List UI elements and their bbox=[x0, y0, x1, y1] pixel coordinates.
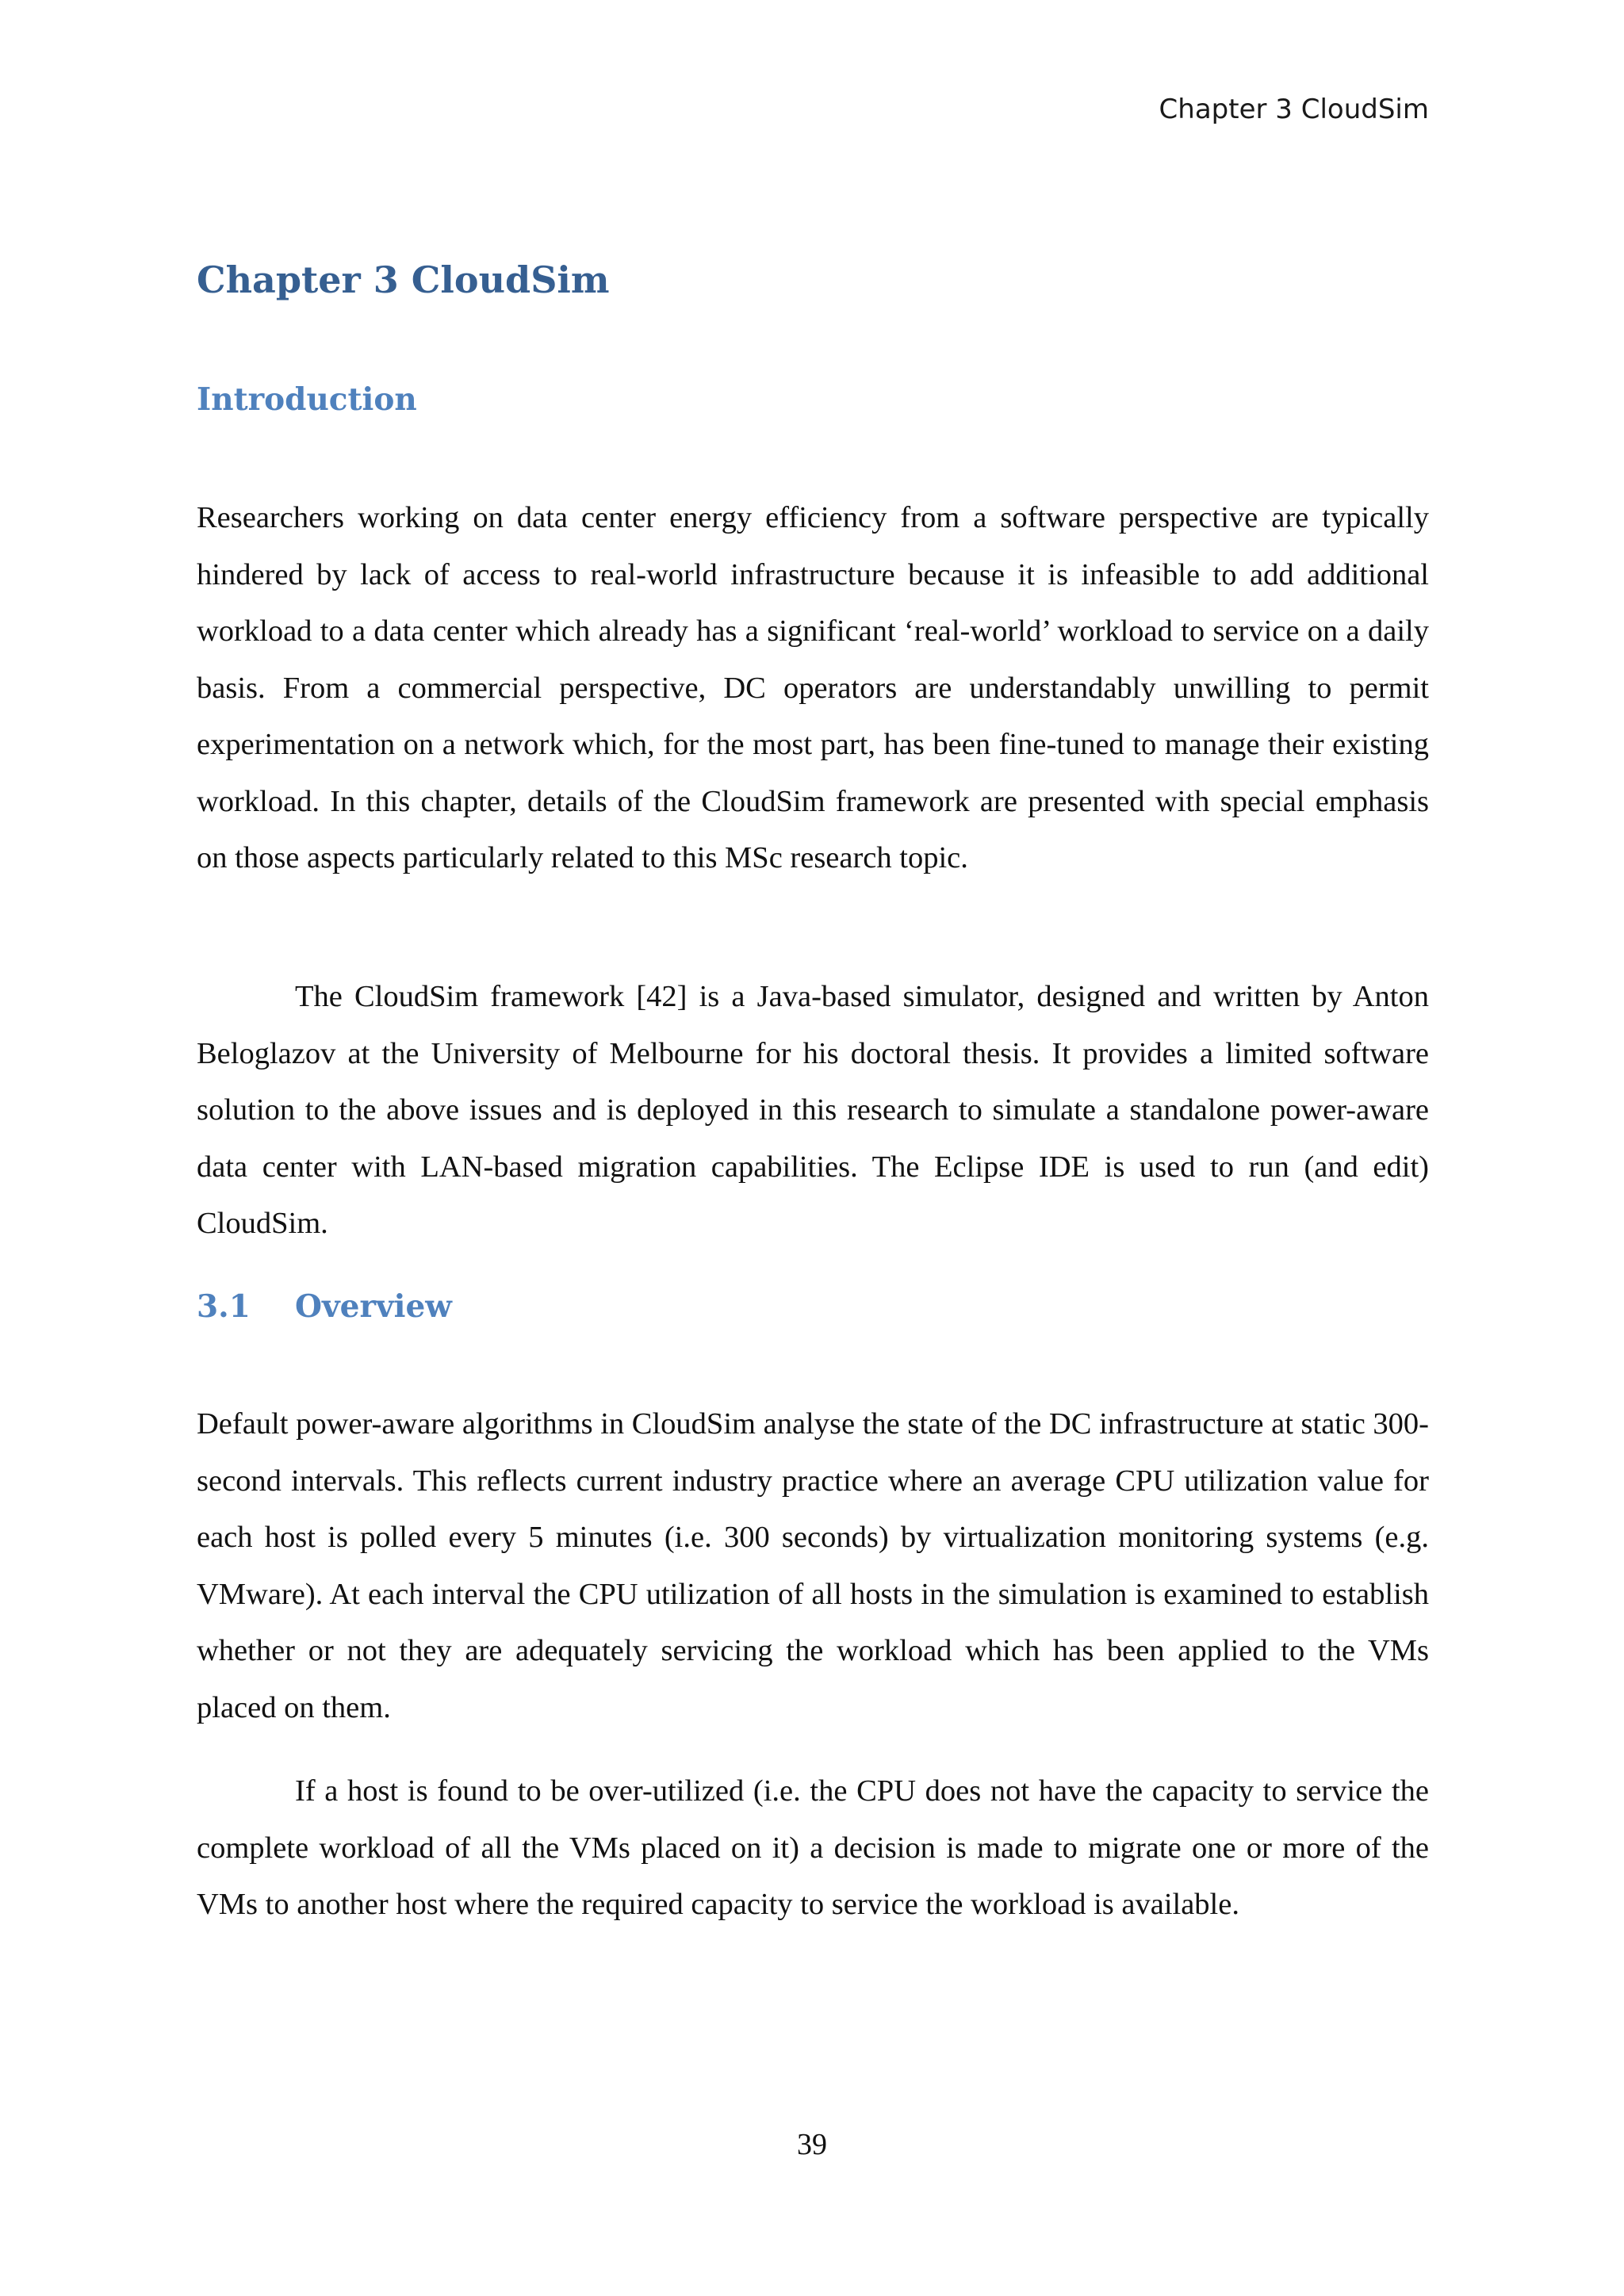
introduction-heading: Introduction bbox=[197, 381, 417, 418]
overview-paragraph-1: Default power-aware algorithms in CloudSim analyse the state of the DC infrastructure at static 300-second intervals. This reflects current industry practice where an average CPU utilization value for each host is polled every 5 minutes (i.e. 300 seconds) by virtualization monitoring systems (e.g. VMware). At each interval the CPU utilization of all hosts in the simulation is examined to establish whether or not they are adequately servicing the workload which has been applied to the VMs placed on them. bbox=[197, 1407, 1429, 1724]
running-header: Chapter 3 CloudSim bbox=[1159, 94, 1429, 125]
chapter-title: Chapter 3 CloudSim bbox=[197, 258, 610, 301]
introduction-paragraph-1: Researchers working on data center energy efficiency from a software perspective are typically hindered by lack of access to real-world infrastructure because it is infeasible to add additional workload to a data center which already has a significant ‘real-world’ workload to service on a daily basis. From a commercial perspective, DC operators are understandably unwilling to permit experimentation on a network which, for the most part, has been fine-tuned to manage their existing workload. In this chapter, details of the CloudSim framework are presented with special emphasis on those aspects particularly related to this MSc research topic. bbox=[197, 501, 1429, 874]
overview-paragraph-2: If a host is found to be over-utilized (i.e. the CPU does not have the capacity to service the complete workload of all the VMs placed on it) a decision is made to migrate one or more of the VMs to another host where the required capacity to service the workload is available. bbox=[197, 1774, 1429, 1921]
introduction-paragraph-2: The CloudSim framework [42] is a Java-based simulator, designed and written by Anton Beloglazov at the University of Melbourne for his doctoral thesis. It provides a limited software solution to the above issues and is deployed in this research to simulate a standalone power-aware data center with LAN-based migration capabilities. The Eclipse IDE is used to run (and edit) CloudSim. bbox=[197, 980, 1429, 1240]
page-number: 39 bbox=[797, 2128, 827, 2161]
overview-heading-text: Overview bbox=[295, 1288, 452, 1325]
section-number: 3.1 bbox=[197, 1288, 251, 1325]
overview-heading bbox=[197, 1288, 452, 1325]
